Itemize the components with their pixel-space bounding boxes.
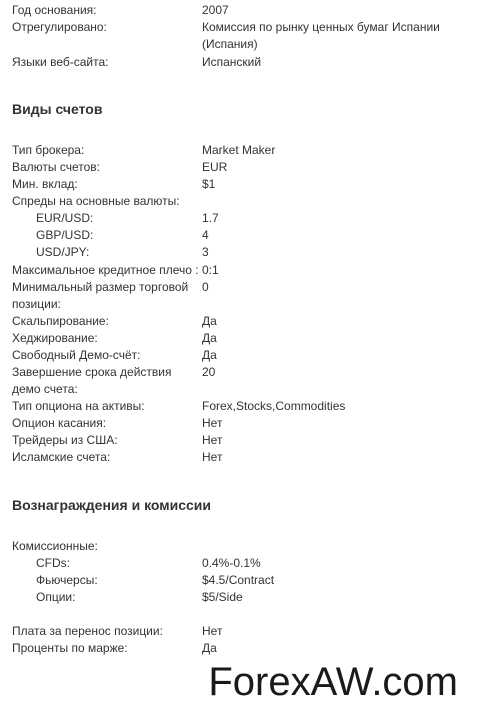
spread-pair-label: GBP/USD: (36, 228, 94, 242)
min-position-label-line1: Минимальный размер торговой (12, 280, 189, 294)
commission-name: CFDs: (36, 556, 70, 570)
hedging-value: Да (202, 331, 217, 345)
option-type-label: Тип опциона на активы: (12, 399, 145, 413)
hedging-label: Хеджирование: (12, 331, 98, 345)
demo-expiry-row (12, 364, 472, 398)
founded-value: 2007 (202, 3, 229, 17)
currency-label: Валюты счетов: (12, 160, 101, 174)
regulated-value-line1: Комиссия по рынку ценных бумаг Испании (202, 20, 440, 34)
languages-label: Языки веб-сайта: (12, 55, 109, 69)
min-deposit-value: $1 (202, 177, 216, 191)
languages-value: Испанский (202, 55, 262, 69)
commission-value: $4.5/Contract (202, 573, 275, 587)
demo-expiry-label-line2: демо счета: (12, 382, 78, 396)
account-types-heading: Виды счетов (12, 101, 103, 117)
touch-option-label: Опцион касания: (12, 416, 107, 430)
demo-value: Да (202, 348, 217, 362)
islamic-label: Исламские счета: (12, 450, 111, 464)
scalping-value: Да (202, 314, 217, 328)
us-traders-value: Нет (202, 433, 223, 447)
min-position-row (12, 279, 472, 313)
scalping-label: Скальпирование: (12, 314, 109, 328)
fees-heading: Вознаграждения и комиссии (12, 497, 212, 513)
spread-value: 3 (202, 245, 209, 259)
margin-interest-label: Проценты по марже: (12, 641, 128, 655)
rollover-label: Плата за перенос позиции: (12, 624, 163, 638)
broker-type-label: Тип брокера: (12, 143, 85, 157)
rollover-value: Нет (202, 624, 223, 638)
broker-type-value: Market Maker (202, 143, 276, 157)
demo-expiry-value: 20 (202, 365, 216, 379)
spreads-label: Спреды на основные валюты: (12, 194, 180, 208)
spread-value: 1.7 (202, 211, 219, 225)
regulated-row (12, 19, 472, 53)
min-position-value: 0 (202, 280, 209, 294)
us-traders-label: Трейдеры из США: (12, 433, 118, 447)
leverage-label: Максимальное кредитное плечо : (12, 263, 199, 277)
commission-value: 0.4%-0.1% (202, 556, 261, 570)
commissions-label: Комиссионные: (12, 539, 98, 553)
min-deposit-label: Мин. вклад: (12, 177, 78, 191)
touch-option-value: Нет (202, 416, 223, 430)
commission-value: $5/Side (202, 590, 243, 604)
regulated-value-line2: (Испания) (202, 37, 258, 51)
regulated-label: Отрегулировано: (12, 20, 107, 34)
commission-name: Опции: (36, 590, 76, 604)
leverage-value: 0:1 (202, 263, 219, 277)
watermark-logo: ForexAW.com (208, 660, 458, 704)
spread-pair-label: EUR/USD: (36, 211, 94, 225)
spread-pair-label: USD/JPY: (36, 245, 90, 259)
spread-value: 4 (202, 228, 209, 242)
min-position-label-line2: позиции: (12, 297, 61, 311)
islamic-value: Нет (202, 450, 223, 464)
demo-label: Свободный Демо-счёт: (12, 348, 141, 362)
demo-expiry-label-line1: Завершение срока действия (12, 365, 172, 379)
option-type-value: Forex,Stocks,Commodities (202, 399, 346, 413)
commission-name: Фьючерсы: (36, 573, 98, 587)
margin-interest-value: Да (202, 641, 217, 655)
founded-label: Год основания: (12, 3, 97, 17)
currency-value: EUR (202, 160, 228, 174)
